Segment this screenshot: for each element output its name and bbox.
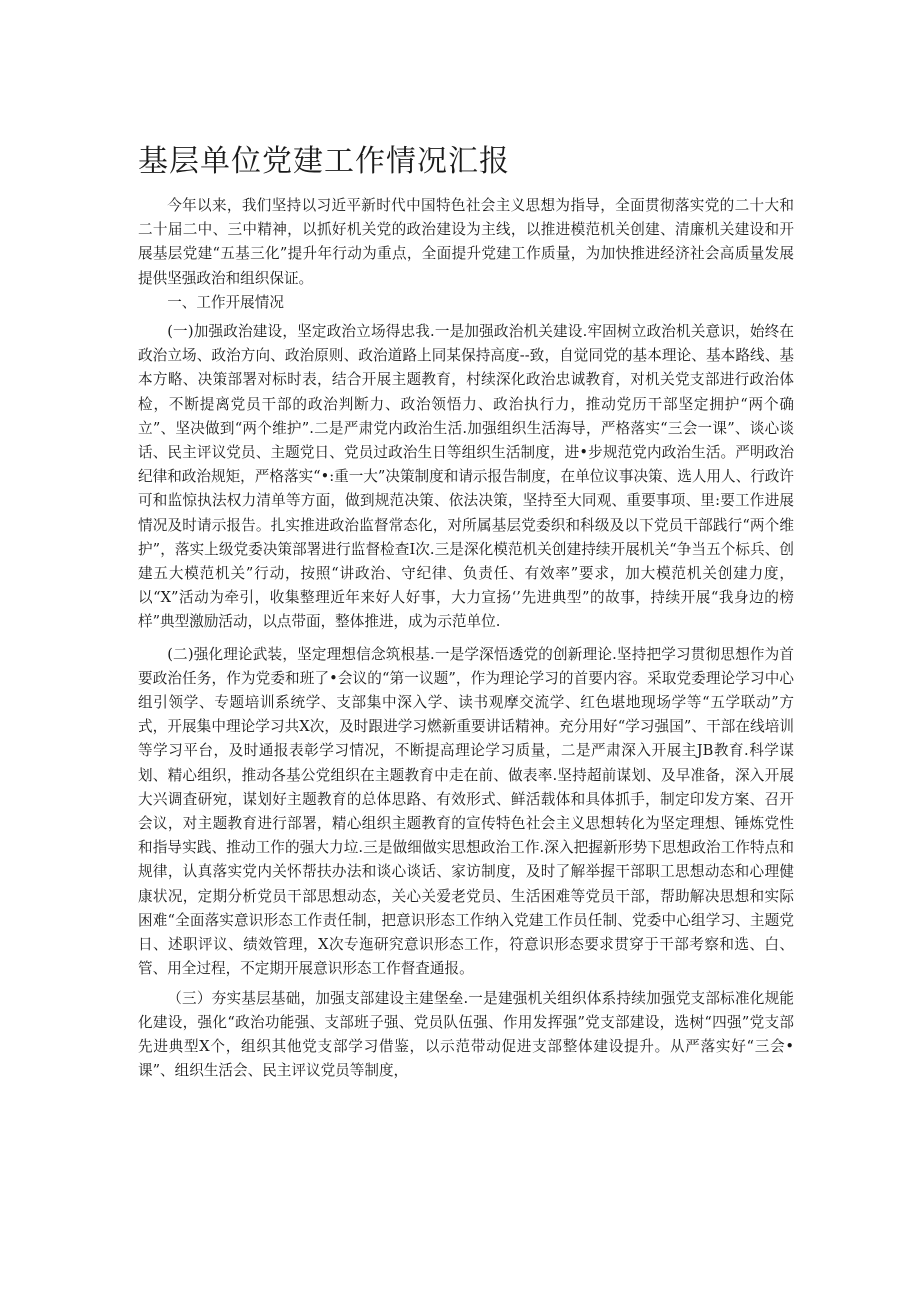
section-heading: 一、工作开展情况 (167, 293, 284, 311)
intro-paragraph: 今年以来，我们坚持以习近平新时代中国特色社会主义思想为指导，全面贯彻落实党的二十大和二十届二中、三中精神，以抓好机关党的政治建设为主线，以推进模范机关创建、清廉机关建设和开展基层党建“五基三化”提升年行动为重点，全面提升党建工作质量，为加快推进经济社会高质量发展提供坚强政治和组织保证。 (138, 197, 794, 287)
paragraph-grassroots-foundation: （三）夯实基层基础，加强支部建设主建堡垒.一是建强机关组织体系持续加强党支部标准化规能化建设，强化“政治功能强、支部班子强、党员队伍强、作用发挥强”党支部建设，选树“四强”党支部先进典型X个，组织其他党支部学习借鉴，以示范带动促进支部整体建设提升。从严落实好“三会•课”、组织生活会、民主评议党员等制度， (138, 989, 794, 1080)
paragraph-political-building: (一)加强政治建设，坚定政治立场得忠我.一是加强政治机关建设.牢固树立政治机关意识，始终在政治立场、政治方向、政治原则、政治道路上同某保持高度--致，自觉同党的基本理论、基本路线、基本方略、决策部署对标时表，结合开展主题教育，村续深化政治忠诚教育，对机关党支部进行政治体检，不断提离党员干部的政治判断力、政治领悟力、政治执行力，推动党历干部坚定拥护“两个确立”、坚决做到“两个维护”.二是严肃党内政治生活.加强组织生活海导，严格落实“三会一课”、谈心谈话、民主评议党员、主题党日、党员过政治生日等组织生活制度，进•步规范党内政治生活。严明政治纪律和政治规矩，严格落实“•:重一大”决策制度和请示报告制度，在单位议事决策、选人用人、行政许可和监惊执法权力清单等方面，做到规范决策、依法决策，坚持至大同观、重要事项、里:要工作进展情况及时请示报告。扎实推进政治监督常态化，对所属基层党委织和科级及以下党员干部践行“两个维护”，落实上级党委决策部署进行监督检查I次.三是深化模范机关创建持续开展机关“争当五个标兵、创建五大模范机关”行动，按照“讲政治、守纪律、负责任、有效率”要求，加大模范机关创建力度，以“X”活动为牵引，收集整理近年来好人好事，大力宣扬‘’先进典型”的故事，持续开展“我身边的榜样”典型激励活动，以点带面，整体推进，成为示范单位. (138, 323, 794, 631)
document-title: 基层单位党建工作情况汇报 (138, 144, 510, 179)
document-body (138, 194, 794, 1083)
paragraph-theory-study: (二)强化理论武装，坚定理想信念筑根基.一是学深悟透党的创新理论.坚持把学习贯彻思想作为首要政治任务，作为党委和班了•会议的“第一议题”，作为理论学习的首要内容。采取党委理论学习中心组引领学、专题培训系统学、支部集中深入学、读书观摩交流学、红色堪地现场学等“五学联动”方式，开展集中理论学习共X次，及时跟进学习燃新重要讲话精神。充分用好“学习强国”、干部在线培训等学习平台，及时通报表彰学习情况，不断提高理论学习质量，二是严肃深入开展主JB教育.科学谋划、精心组织，推动各基公党组织在主题教育中走在前、做表率.坚持超前谋划、及早准备，深入开展大兴调査研宛，谋划好主题教育的总体思路、有效形式、鲜活载体和具体抓手，制定印发方案、召开会议，对主题教育进行部署，精心组织主题教育的宣传特色社会主义思想转化为坚定理想、锤炼党性和指导实践、推动工作的强大力垃.三是做细做实思想政治工作.深入把握新形势下思想政治工作特点和规律，认真落实党内关怀帮扶办法和谈心谈话、家访制度，及时了解举握干部职工思想动态和心理健康状况，定期分析党员干部思想动态，关心关爱老党员、生活困难等党员干部，帮助解决思想和实际困难“全面落实意识形态工作责任制，把意识形态工作纳入党建工作员任制、党委中心组学习、主题党日、述职评议、绩效管理，X次专迤研究意识形态工作，符意识形态要求贯穿于干部考察和选、白、管、用全过程，不定期开展意识形态工作督査通报。 (138, 645, 794, 978)
